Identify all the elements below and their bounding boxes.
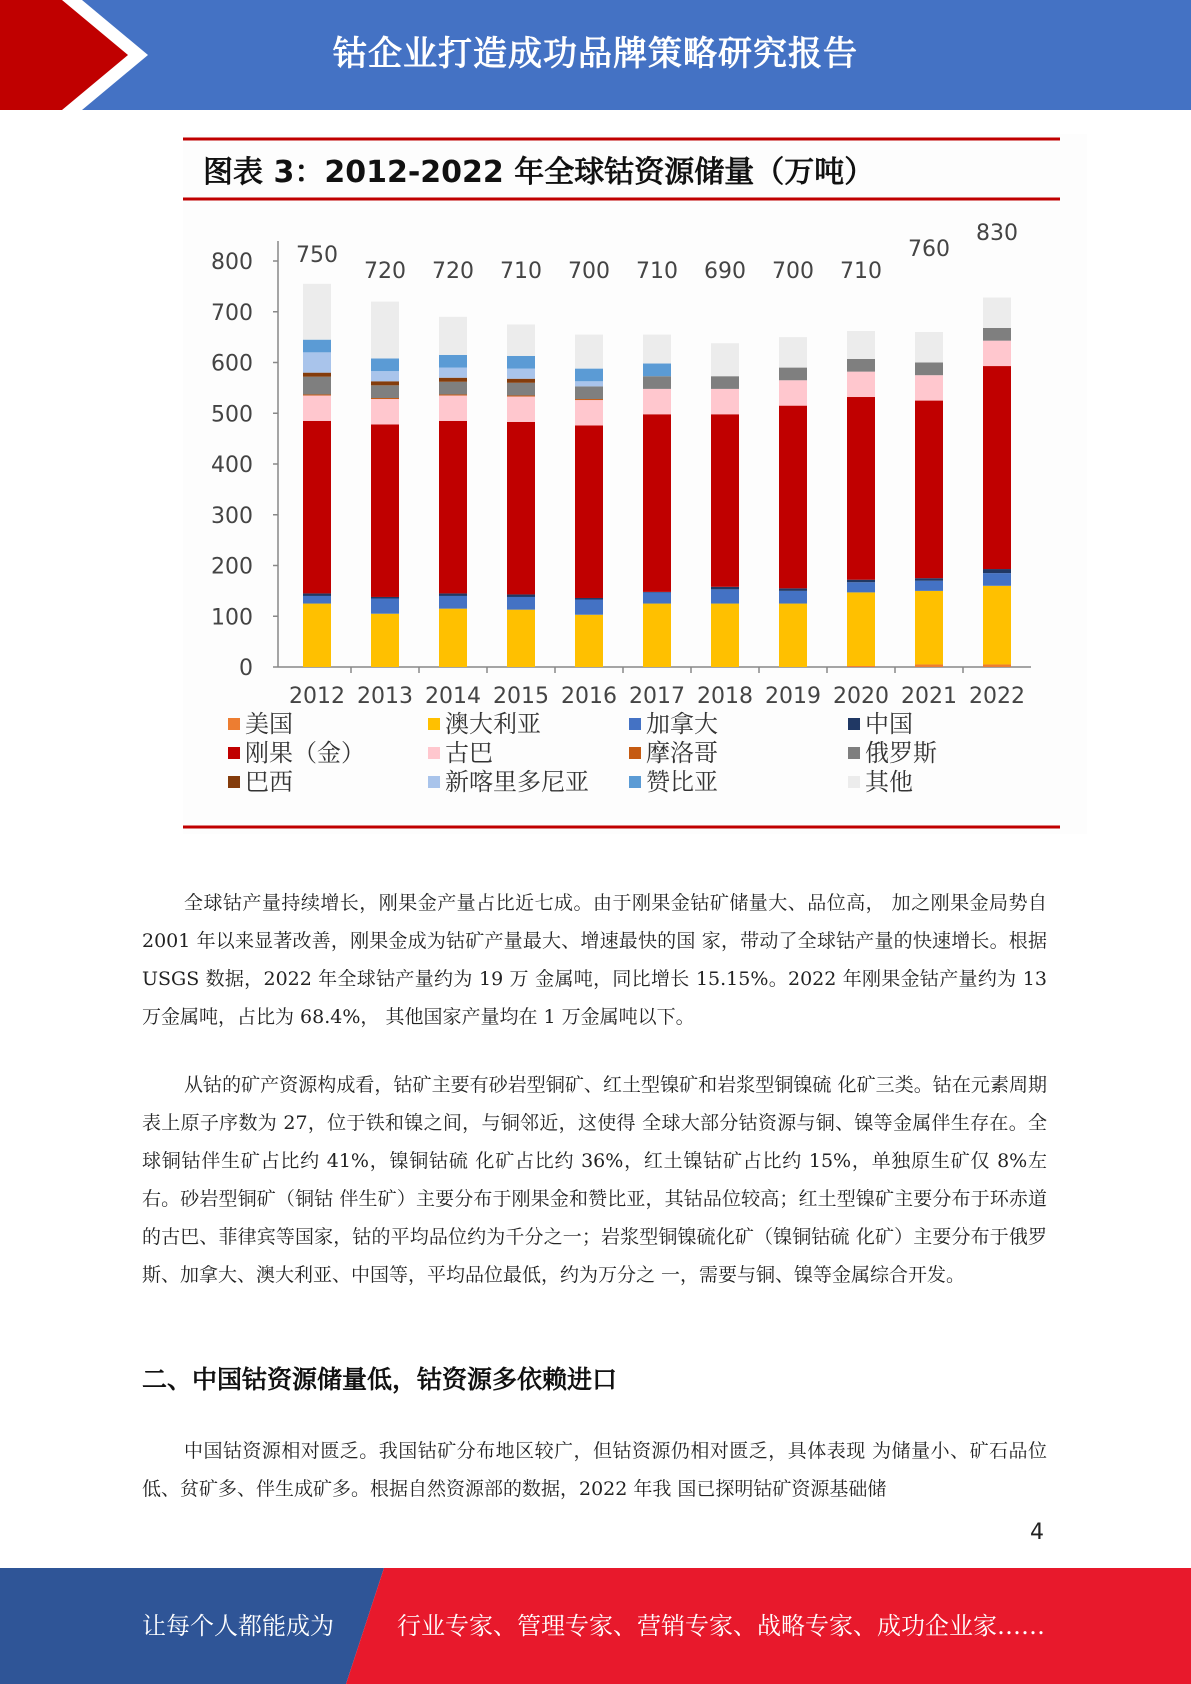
bar-segment — [915, 332, 943, 362]
x-tick-label: 2020 — [833, 684, 889, 709]
bar-segment — [643, 592, 671, 603]
legend-label: 其他 — [865, 768, 913, 796]
y-tick-label: 700 — [211, 300, 253, 326]
legend-label: 新喀里多尼亚 — [445, 768, 589, 796]
x-tick-label: 2014 — [425, 684, 481, 709]
legend-swatch — [228, 776, 240, 788]
bar-segment — [507, 379, 535, 383]
bar-segment — [983, 366, 1011, 569]
x-tick-label: 2016 — [561, 684, 617, 709]
y-tick-label: 0 — [239, 656, 253, 681]
bar-segment — [303, 421, 331, 594]
bar-segment — [507, 397, 535, 422]
bar-segment — [847, 582, 875, 592]
x-tick-label: 2022 — [969, 684, 1025, 709]
y-tick-label: 300 — [211, 503, 253, 529]
bar-segment — [983, 573, 1011, 586]
page-header — [0, 0, 1191, 110]
bar-segment — [643, 335, 671, 364]
bar-segment — [575, 615, 603, 667]
y-tick-label: 800 — [211, 250, 253, 275]
bar-segment — [303, 596, 331, 604]
bar-segment — [507, 594, 535, 597]
bar-segment — [303, 284, 331, 340]
bar-segment — [983, 586, 1011, 665]
bar-segment — [847, 397, 875, 580]
bar-segment — [711, 343, 739, 376]
x-tick-label: 2019 — [765, 684, 821, 709]
legend-swatch — [848, 718, 860, 730]
bar-segment — [915, 578, 943, 581]
bar-segment — [915, 401, 943, 579]
legend-label: 赞比亚 — [646, 768, 718, 796]
bar-segment — [371, 302, 399, 359]
legend-swatch — [848, 747, 860, 759]
total-value-label: 710 — [636, 259, 678, 284]
bar-segment — [915, 591, 943, 665]
bar-segment — [779, 588, 807, 591]
paragraph-china-cobalt: 中国钴资源相对匮乏。我国钴矿分布地区较广，但钴资源仍相对匮乏，具体表现 为储量小、矿石品位低、贫矿多、伴生成矿多。根据自然资源部的数据，2022 年我 国已探明钴矿资源基础储 — [142, 1440, 1047, 1500]
bar-segment — [507, 422, 535, 595]
legend-label: 古巴 — [445, 739, 493, 767]
bar-segment — [371, 399, 399, 424]
bar-segment — [983, 341, 1011, 366]
bar-segment — [711, 604, 739, 667]
bar-segment — [303, 377, 331, 395]
bar-segment — [507, 395, 535, 396]
bar-segment — [847, 372, 875, 397]
bar-segment — [439, 317, 467, 355]
legend-label: 中国 — [865, 710, 913, 738]
bar-segment — [779, 591, 807, 604]
bar-segment — [847, 331, 875, 359]
bar-segment — [371, 424, 399, 597]
bar-segment — [439, 368, 467, 378]
bar-segment — [575, 598, 603, 600]
bar-segment — [371, 597, 399, 599]
bar-segment — [575, 399, 603, 400]
bar-segment — [507, 324, 535, 355]
legend-label: 美国 — [245, 710, 293, 738]
bar-segment — [439, 421, 467, 594]
bar-segment — [371, 385, 399, 398]
bar-segment — [983, 328, 1011, 341]
x-tick-label: 2015 — [493, 684, 549, 709]
footer-slogan-left: 让每个人都能成为 — [142, 1612, 334, 1640]
bar-segment — [439, 395, 467, 420]
bar-segment — [439, 355, 467, 368]
bar-segment — [371, 398, 399, 399]
bar-segment — [439, 378, 467, 382]
bar-segment — [371, 598, 399, 613]
bar-segment — [779, 406, 807, 589]
paragraph-cobalt-production: 全球钴产量持续增长，刚果金产量占比近七成。由于刚果金钴矿储量大、品位高， 加之刚果金局势自 2001 年以来显著改善，刚果金成为钴矿产量最大、增速最快的国 家，带动了全球钴产量的快速增长。根据 USGS 数据，2022 年全球钴产量约为 19 万 金属吨，同比增长 15.15%。2022 年刚果金钴产量约为 13 万金属吨，占比为 68.4%， 其他国家产量均在 1 万金属吨以下。 — [142, 892, 1047, 1028]
bar-segment — [439, 394, 467, 395]
bar-segment — [779, 337, 807, 367]
paragraph-cobalt-resources: 从钴的矿产资源构成看，钴矿主要有砂岩型铜矿、红土型镍矿和岩浆型铜镍硫 化矿三类。钴在元素周期表上原子序数为 27，位于铁和镍之间，与铜邻近，这使得 全球大部分钴资源与铜、镍等金属伴生存在。全球铜钴伴生矿占比约 41%，镍铜钴硫 化矿占比约 36%，红土镍钴矿占比约 15%，单独原生矿仅 8%左右。砂岩型铜矿（铜钴 伴生矿）主要分布于刚果金和赞比亚，其钴品位较高；红土型镍矿主要分布于环赤道 的古巴、菲律宾等国家，钴的平均品位约为千分之一；岩浆型铜镍硫化矿（镍铜钴硫 化矿）主要分布于俄罗斯、加拿大、澳大利亚、中国等，平均品位最低，约为万分之 一，需要与铜、镍等金属综合开发。 — [142, 1074, 1047, 1286]
bar-segment — [439, 382, 467, 395]
bar-segment — [711, 376, 739, 389]
bar-segment — [507, 356, 535, 369]
bar-segment — [643, 414, 671, 592]
bar-segment — [439, 593, 467, 596]
bar-segment — [371, 371, 399, 381]
legend-swatch — [629, 747, 641, 759]
legend-label: 加拿大 — [646, 710, 718, 738]
bar-segment — [507, 383, 535, 396]
total-value-label: 710 — [840, 259, 882, 284]
stacked-bar-chart — [183, 134, 1087, 834]
footer-slogan-right: 行业专家、管理专家、营销专家、战略专家、成功企业家…… — [397, 1612, 1045, 1640]
figure-chart — [183, 134, 1087, 834]
bar-segment — [711, 589, 739, 603]
legend-swatch — [629, 776, 641, 788]
bar-segment — [779, 604, 807, 667]
bar-segment — [643, 376, 671, 389]
bar-segment — [915, 375, 943, 400]
bar-segment — [643, 592, 671, 593]
legend-label: 摩洛哥 — [646, 739, 718, 767]
y-tick-label: 500 — [211, 402, 253, 428]
bar-segment — [371, 358, 399, 371]
total-value-label: 690 — [704, 259, 746, 284]
legend-swatch — [428, 747, 440, 759]
bar-segment — [303, 394, 331, 395]
x-tick-label: 2018 — [697, 684, 753, 709]
legend-label: 俄罗斯 — [865, 739, 937, 767]
total-value-label: 720 — [432, 259, 474, 284]
page-footer — [0, 1568, 1191, 1684]
bar-segment — [575, 335, 603, 369]
bar-segment — [575, 381, 603, 386]
bar-segment — [847, 580, 875, 583]
bar-segment — [915, 363, 943, 376]
legend-swatch — [848, 776, 860, 788]
bar-segment — [303, 395, 331, 420]
bar-segment — [507, 597, 535, 610]
total-value-label: 710 — [500, 259, 542, 284]
bar-segment — [303, 340, 331, 353]
bar-segment — [643, 364, 671, 377]
bar-segment — [983, 664, 1011, 667]
total-value-label: 760 — [908, 237, 950, 262]
y-tick-label: 100 — [211, 605, 253, 631]
bar-segment — [711, 389, 739, 414]
bar-segment — [575, 400, 603, 425]
legend-swatch — [629, 718, 641, 730]
report-title: 钴企业打造成功品牌策略研究报告 — [333, 34, 858, 74]
legend-label: 刚果（金） — [245, 739, 365, 767]
legend-label: 巴西 — [245, 768, 293, 796]
bar-segment — [983, 569, 1011, 573]
bar-segment — [575, 425, 603, 598]
page-number: 4 — [1030, 1520, 1044, 1545]
total-value-label: 700 — [568, 259, 610, 284]
bar-segment — [847, 359, 875, 372]
total-value-label: 720 — [364, 259, 406, 284]
bar-segment — [915, 581, 943, 591]
bar-segment — [575, 600, 603, 615]
legend-swatch — [228, 718, 240, 730]
section-heading: 二、中国钴资源储量低，钴资源多依赖进口 — [142, 1365, 618, 1394]
bar-segment — [711, 587, 739, 590]
chart-title: 图表 3：2012-2022 年全球钴资源储量（万吨） — [203, 155, 875, 190]
bar-segment — [303, 593, 331, 596]
bar-segment — [847, 666, 875, 667]
y-tick-label: 600 — [211, 351, 253, 377]
bar-segment — [779, 368, 807, 381]
bar-segment — [779, 380, 807, 405]
bar-segment — [507, 610, 535, 667]
legend-label: 澳大利亚 — [445, 710, 541, 738]
x-tick-label: 2013 — [357, 684, 413, 709]
total-value-label: 830 — [976, 221, 1018, 246]
y-tick-label: 400 — [211, 453, 253, 478]
bar-segment — [915, 664, 943, 667]
bar-segment — [711, 414, 739, 587]
y-tick-label: 200 — [211, 554, 253, 580]
x-tick-label: 2017 — [629, 684, 685, 709]
total-value-label: 700 — [772, 259, 814, 284]
total-value-label: 750 — [296, 243, 338, 268]
bar-segment — [643, 389, 671, 414]
bar-segment — [643, 604, 671, 667]
bar-segment — [507, 369, 535, 379]
bar-segment — [303, 352, 331, 372]
bar-segment — [371, 614, 399, 667]
x-tick-label: 2012 — [289, 684, 345, 709]
bar-segment — [439, 596, 467, 609]
bar-segment — [575, 386, 603, 399]
bar-segment — [371, 381, 399, 385]
legend-swatch — [428, 776, 440, 788]
bar-segment — [983, 298, 1011, 328]
bar-segment — [303, 604, 331, 667]
bar-segment — [847, 592, 875, 666]
x-tick-label: 2021 — [901, 684, 957, 709]
legend-swatch — [428, 718, 440, 730]
bar-segment — [303, 373, 331, 377]
bar-segment — [439, 609, 467, 667]
bar-segment — [575, 369, 603, 382]
legend-swatch — [228, 747, 240, 759]
